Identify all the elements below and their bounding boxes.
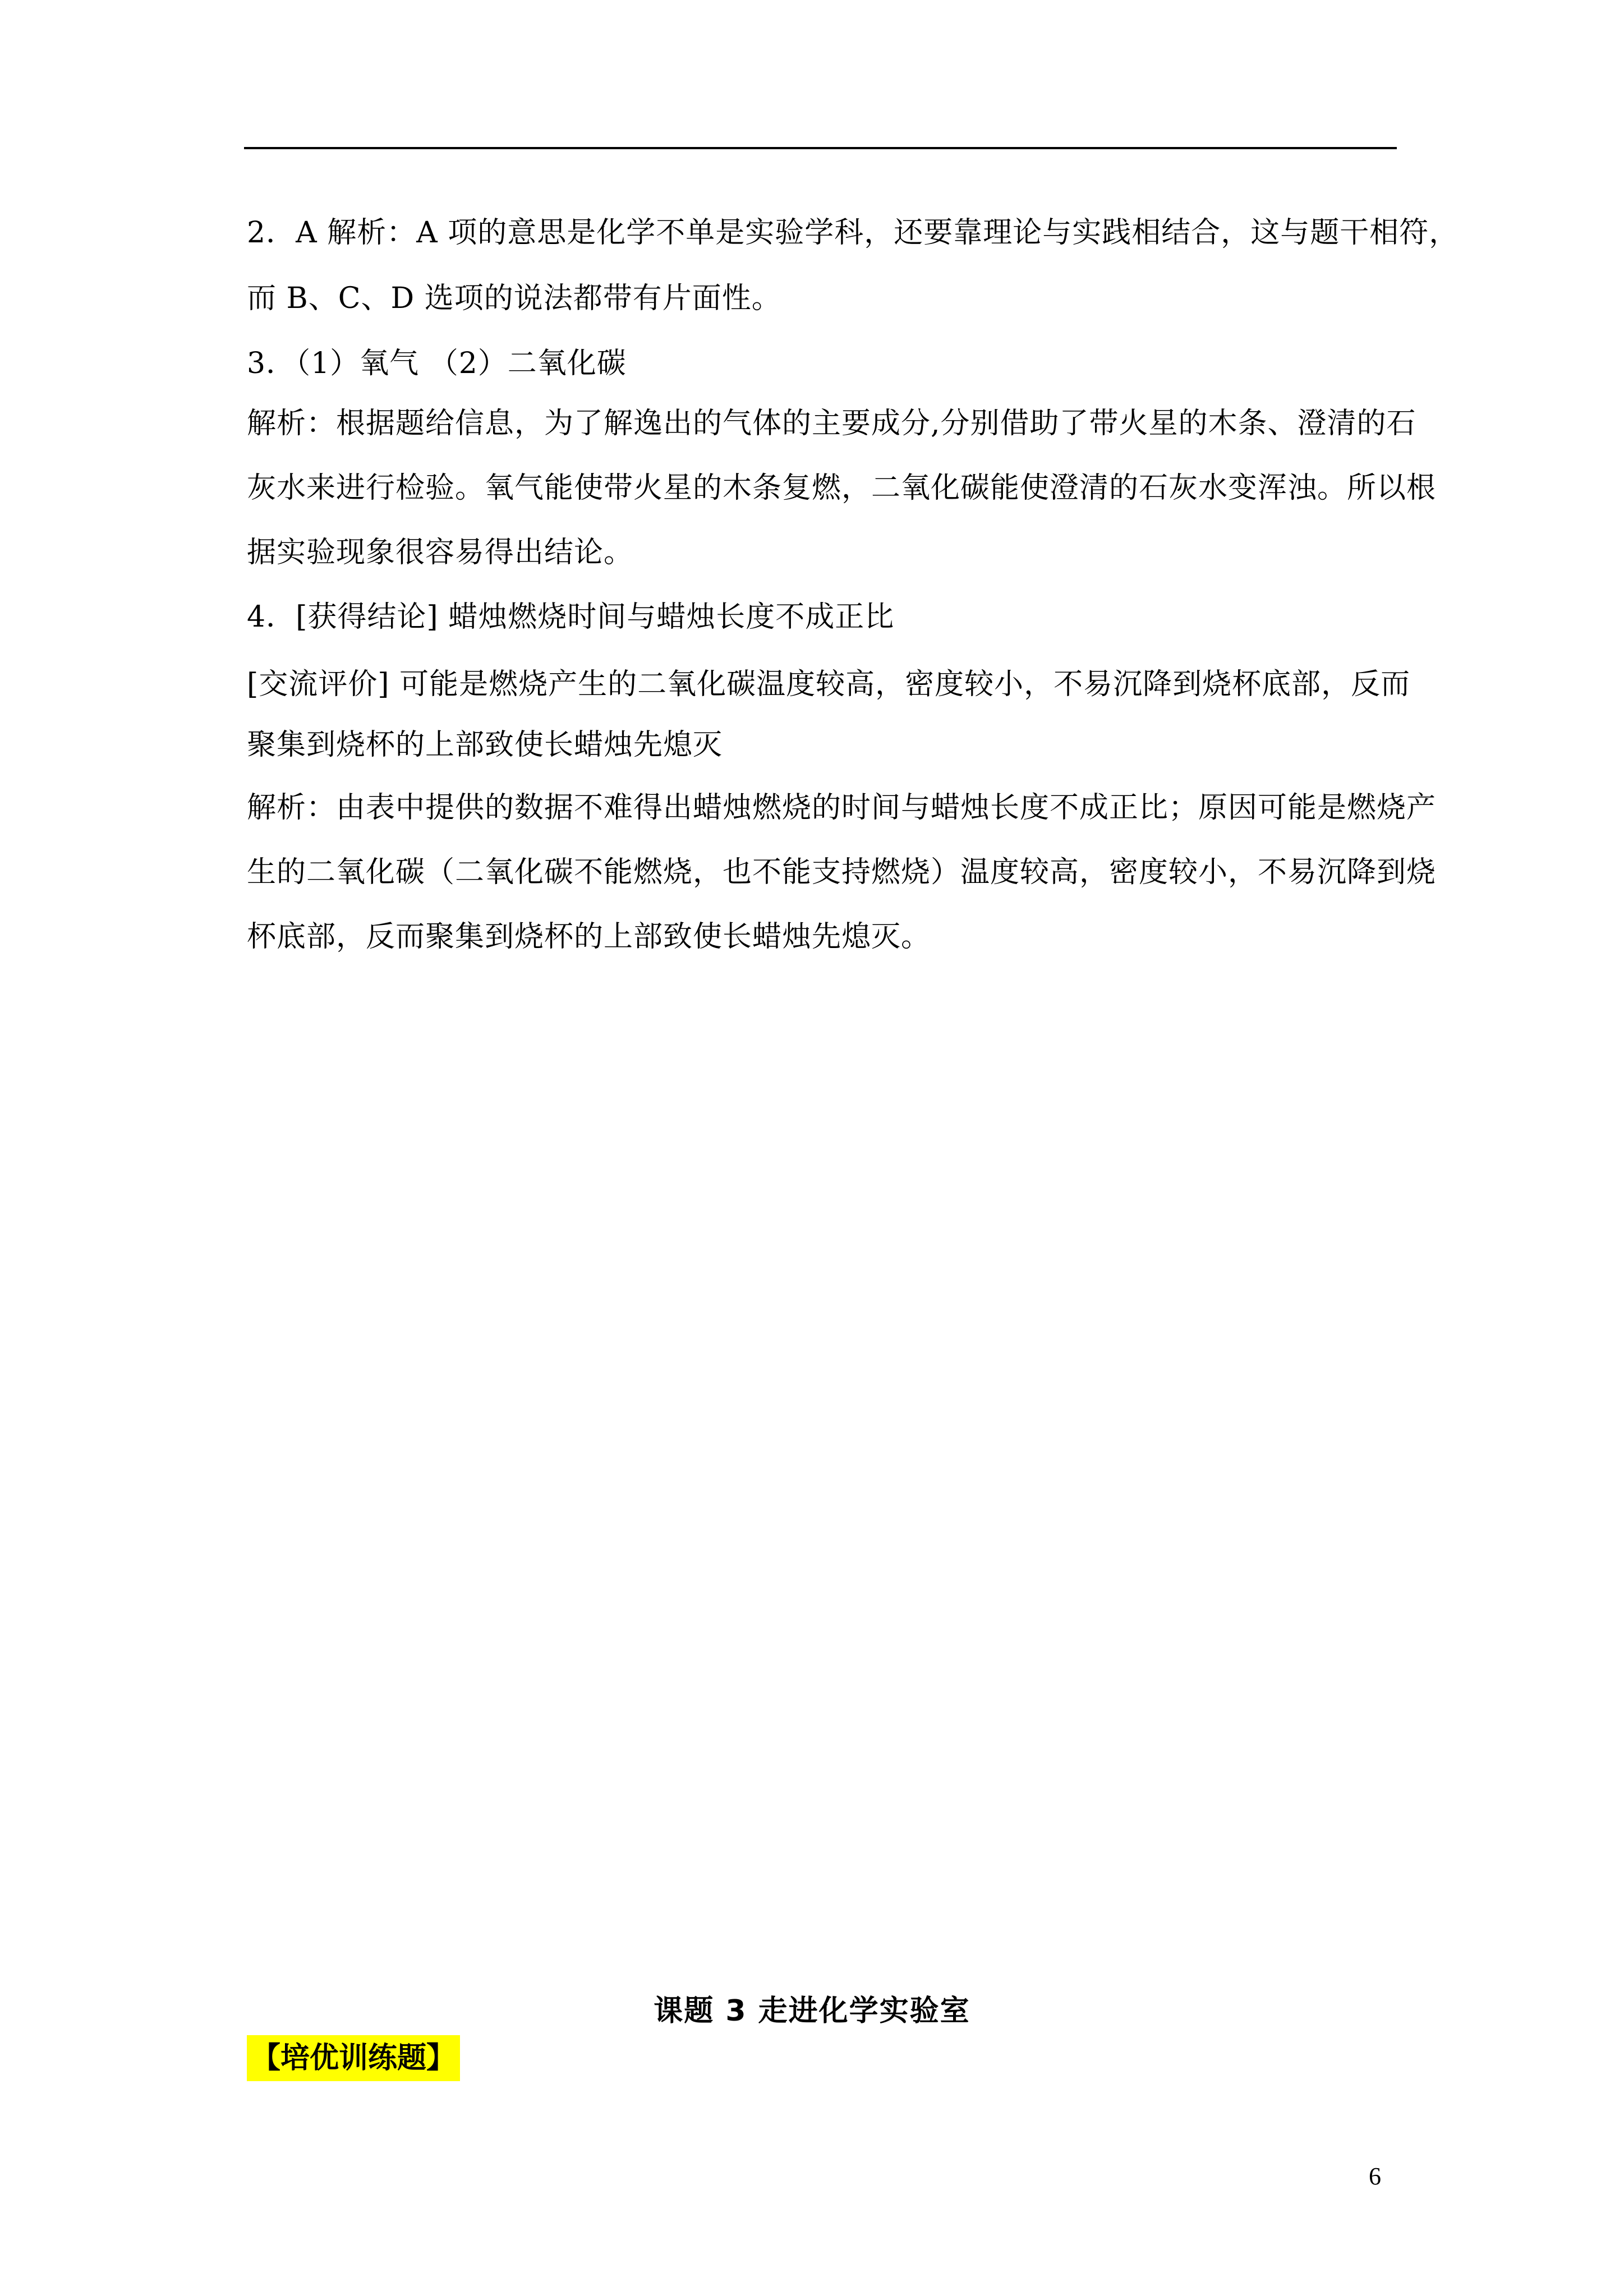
header-rule bbox=[244, 147, 1397, 149]
section-title: 课题 3 走进化学实验室 bbox=[654, 1994, 970, 2028]
answer-3-analysis-line-3: 据实验现象很容易得出结论。 bbox=[247, 536, 634, 569]
answer-4-analysis-line-2: 生的二氧化碳（二氧化碳不能燃烧，也不能支持燃烧）温度较高，密度较小，不易沉降到烧 bbox=[247, 855, 1437, 889]
highlight-label: 【培优训练题】 bbox=[247, 2035, 460, 2081]
answer-2-line-1: 2．A 解析：A 项的意思是化学不单是实验学科，还要靠理论与实践相结合，这与题干相符， bbox=[247, 216, 1459, 250]
answer-3-analysis-line-2: 灰水来进行检验。氧气能使带火星的木条复燃，二氧化碳能使澄清的石灰水变浑浊。所以根 bbox=[247, 471, 1437, 505]
answer-4-analysis-line-3: 杯底部，反而聚集到烧杯的上部致使长蜡烛先熄灭。 bbox=[247, 920, 931, 954]
answer-3-analysis-line-1: 解析：根据题给信息，为了解逸出的气体的主要成分,分别借助了带火星的木条、澄清的石 bbox=[247, 407, 1416, 440]
page-number: 6 bbox=[1369, 2162, 1381, 2190]
answer-2-line-2: 而 B、C、D 选项的说法都带有片面性。 bbox=[247, 282, 781, 315]
answer-4-evaluation-line-1: [交流评价] 可能是燃烧产生的二氧化碳温度较高，密度较小，不易沉降到烧杯底部，反而 bbox=[247, 668, 1411, 701]
answer-4-analysis-line-1: 解析：由表中提供的数据不难得出蜡烛燃烧的时间与蜡烛长度不成正比；原因可能是燃烧产 bbox=[247, 791, 1437, 825]
answer-3: 3．（1）氧气 （2）二氧化碳 bbox=[247, 347, 627, 380]
answer-4-conclusion: 4．[获得结论] 蜡烛燃烧时间与蜡烛长度不成正比 bbox=[247, 600, 895, 634]
answer-4-evaluation-line-2: 聚集到烧杯的上部致使长蜡烛先熄灭 bbox=[247, 728, 723, 762]
